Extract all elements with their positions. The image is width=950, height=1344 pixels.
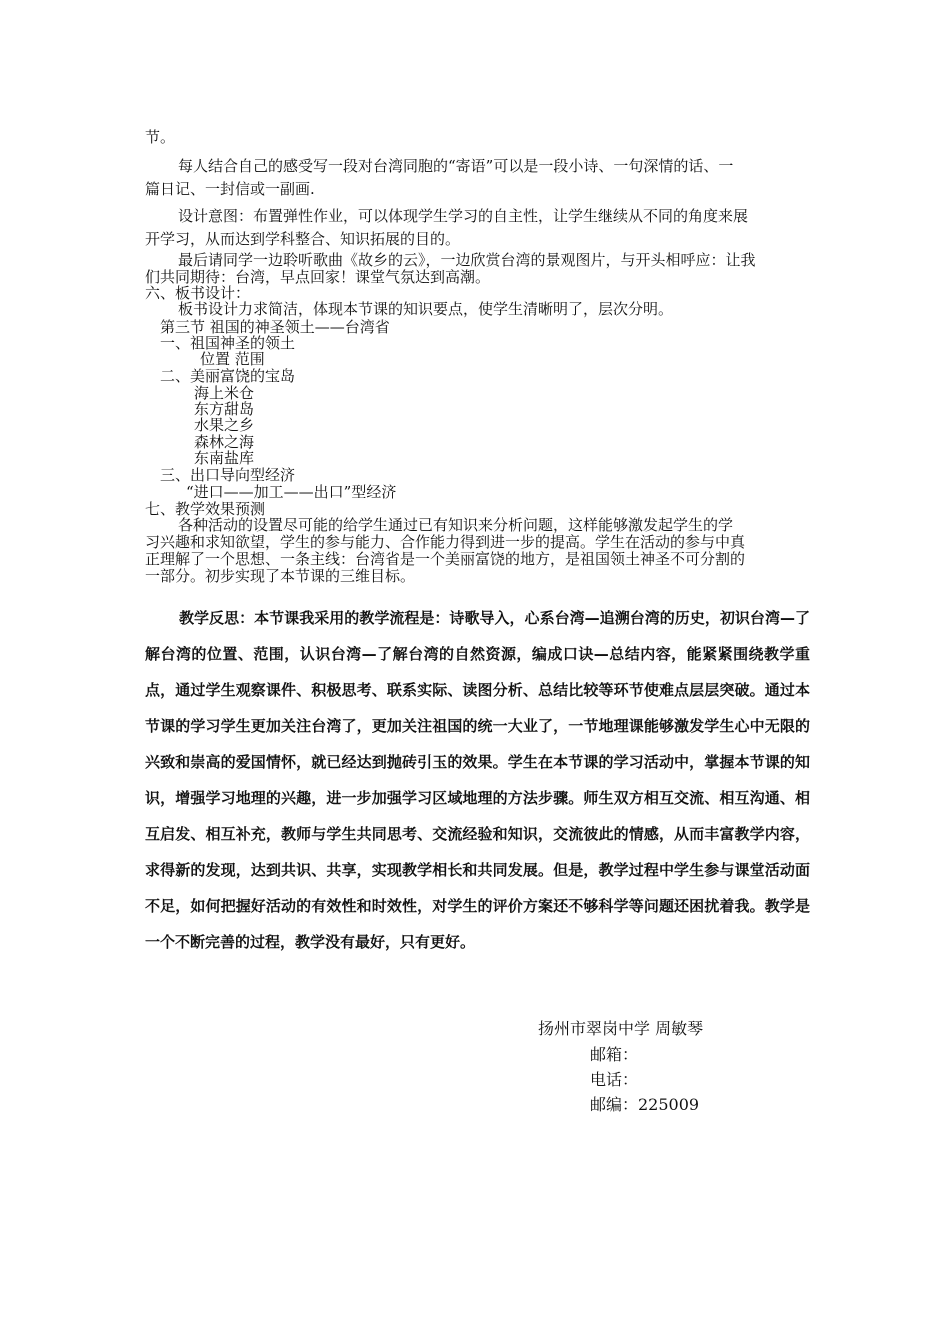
text-line: 设计意图：布置弹性作业，可以体现学生学习的自主性，让学生继续从不同的角度来展 [178,207,749,225]
board-subitem: 水果之乡 [194,416,255,434]
text-line: 习兴趣和求知欲望，学生的参与能力、合作能力得到进一步的提高。学生在活动的参与中真 [145,533,746,551]
text-line: 最后请同学一边聆听歌曲《故乡的云》，一边欣赏台湾的景观图片，与开头相呼应：让我 [178,251,756,269]
reflection-section [145,600,810,960]
section-heading: 七、教学效果预测 [145,500,266,518]
board-title: 第三节 祖国的神圣领土——台湾省 [160,318,390,336]
text-line: 开学习，从而达到学科整合、知识拓展的目的。 [145,230,461,248]
text-line: 篇日记、一封信或一副画. [145,180,315,198]
signature-phone: 电话： [590,1070,639,1089]
signature-author: 扬州市翠岗中学 周敏琴 [538,1019,704,1038]
text-line: 正理解了一个思想、一条主线：台湾省是一个美丽富饶的地方，是祖国领土神圣不可分割的 [145,550,746,568]
signature-postcode: 邮编：225009 [590,1095,700,1114]
section-heading: 六、板书设计： [145,284,251,302]
board-subitem: 位置 范围 [200,350,265,368]
board-subitem: “进口——加工——出口”型经济 [186,483,397,501]
signature-email: 邮箱： [590,1045,639,1064]
board-item: 一、祖国神圣的领土 [160,334,296,352]
board-item: 三、出口导向型经济 [160,466,296,484]
board-item: 二、美丽富饶的宝岛 [160,367,296,385]
text-line: 们共同期待：台湾，早点回家！课堂气氛达到高潮。 [145,268,491,286]
text-line: 各种活动的设置尽可能的给学生通过已有知识来分析问题，这样能够激发起学生的学 [178,516,734,534]
board-subitem: 东方甜岛 [194,400,255,418]
reflection-paragraph: 教学反思：本节课我采用的教学流程是：诗歌导入，心系台湾—追溯台湾的历史，初识台湾—了解台湾的位置、范围，认识台湾—了解台湾的自然资源，编成口诀—总结内容，能紧紧围绕教学重点，通过学生观察课件、积极思考、联系实际、读图分析、总结比较等环节使难点层层突破。通过本节课的学习学生更加关注台湾了，更加关注祖国的统一大业了，一节地理课能够激发学生心中无限的兴致和崇高的爱国情怀，就已经达到抛砖引玉的效果。学生在本节课的学习活动中，掌握本节课的知识，增强学习地理的兴趣，进一步加强学习区域地理的方法步骤。师生双方相互交流、相互沟通、相互启发、相互补充，教师与学生共同思考、交流经验和知识，交流彼此的情感，从而丰富教学内容，求得新的发现，达到共识、共享，实现教学相长和共同发展。但是，教学过程中学生参与课堂活动面不足，如何把握好活动的有效性和时效性，对学生的评价方案还不够科学等问题还困扰着我。教学是一个不断完善的过程，教学没有最好，只有更好。 [145,609,810,951]
text-line: 一部分。初步实现了本节课的三维目标。 [145,567,416,585]
text-line: 节。 [145,128,176,146]
text-line: 每人结合自己的感受写一段对台湾同胞的“寄语”可以是一段小诗、一句深情的话、一 [178,157,734,175]
board-subitem: 东南盐库 [194,449,255,467]
text-line: 板书设计力求简洁，体现本节课的知识要点，使学生清晰明了，层次分明。 [178,300,674,318]
board-subitem: 森林之海 [194,433,255,451]
board-subitem: 海上米仓 [194,384,255,402]
